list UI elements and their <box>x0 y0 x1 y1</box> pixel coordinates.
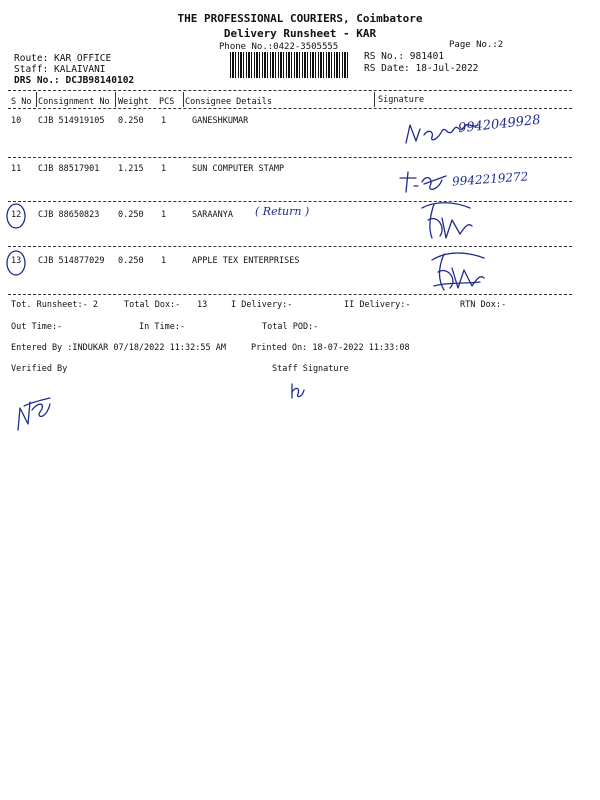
signature-row-13 <box>424 246 488 296</box>
drs-label: DRS No.: <box>14 75 60 86</box>
col-header-signature: Signature <box>378 95 425 105</box>
column-separator <box>183 92 184 107</box>
row-pcs: 1 <box>161 210 167 220</box>
col-header-consignee: Consignee Details <box>185 97 272 107</box>
divider <box>8 108 572 109</box>
col-header-weight: Weight <box>118 97 149 107</box>
row-consignee: APPLE TEX ENTERPRISES <box>192 256 300 266</box>
divider <box>8 201 572 202</box>
row-consignee: SARAANYA <box>192 210 233 220</box>
row-consignment: CJB 514877029 <box>38 256 105 266</box>
i-delivery: I Delivery:- <box>231 300 293 310</box>
phone-handwritten-2: 9942219272 <box>451 169 529 189</box>
route: Route: KAR OFFICE <box>14 53 112 64</box>
row-weight: 0.250 <box>118 210 144 220</box>
divider <box>8 90 572 91</box>
staff-signature-label: Staff Signature <box>272 364 349 374</box>
staff-signature-mark <box>288 380 308 402</box>
entered-by: Entered By :INDUKAR 07/18/2022 11:32:55 AM <box>11 343 226 353</box>
row-pcs: 1 <box>161 256 167 266</box>
rs-number: RS No.: 981401 <box>364 51 445 62</box>
in-time: In Time:- <box>139 322 186 332</box>
phone-handwritten-1: 9942049928 <box>457 112 542 137</box>
row-sno: 10 <box>11 116 22 126</box>
column-separator <box>374 92 375 107</box>
barcode <box>230 52 348 78</box>
total-pod: Total POD:- <box>262 322 319 332</box>
row-consignee: GANESHKUMAR <box>192 116 249 126</box>
column-separator <box>115 92 116 107</box>
circle-mark-13 <box>4 247 32 277</box>
verifier-signature <box>12 390 54 434</box>
runsheet-title: Delivery Runsheet - KAR <box>223 27 377 40</box>
row-pcs: 1 <box>161 164 167 174</box>
rs-date: RS Date: 18-Jul-2022 <box>364 63 479 74</box>
total-dox-value: 13 <box>197 300 208 310</box>
signature-row-12 <box>416 198 476 244</box>
tot-runsheet: Tot. Runsheet:- 2 <box>11 300 98 310</box>
row-sno: 13 <box>11 256 22 266</box>
row-weight: 0.250 <box>118 116 144 126</box>
return-note: ( Return ) <box>255 205 310 218</box>
drs-value: DCJB98140102 <box>65 75 135 86</box>
signature-row-11 <box>396 168 456 196</box>
verified-by: Verified By <box>11 364 68 374</box>
row-consignment: CJB 88517901 <box>38 164 100 174</box>
phone-number: Phone No.:0422-3505555 <box>219 42 339 52</box>
staff: Staff: KALAIVANI <box>14 64 106 75</box>
printed-on: Printed On: 18-07-2022 11:33:08 <box>251 343 410 353</box>
ii-delivery: II Delivery:- <box>344 300 411 310</box>
row-weight: 1.215 <box>118 164 144 174</box>
company-name: THE PROFESSIONAL COURIERS, Coimbatore <box>177 12 423 25</box>
col-header-sno: S No <box>11 97 32 107</box>
row-consignee: SUN COMPUTER STAMP <box>192 164 285 174</box>
rtn-dox: RTN Dox:- <box>460 300 507 310</box>
out-time: Out Time:- <box>11 322 63 332</box>
row-consignment: CJB 514919105 <box>38 116 105 126</box>
page-number: Page No.:2 <box>449 40 504 50</box>
row-sno: 12 <box>11 210 22 220</box>
column-separator <box>36 92 37 107</box>
row-consignment: CJB 88650823 <box>38 210 100 220</box>
col-header-pcs: PCS <box>159 97 175 107</box>
row-weight: 0.250 <box>118 256 144 266</box>
circle-mark-12 <box>4 200 32 230</box>
row-pcs: 1 <box>161 116 167 126</box>
drs-number <box>14 75 134 86</box>
divider <box>8 157 572 158</box>
total-dox-label: Total Dox:- <box>124 300 181 310</box>
row-sno: 11 <box>11 164 22 174</box>
col-header-consignment: Consignment No <box>38 97 110 107</box>
